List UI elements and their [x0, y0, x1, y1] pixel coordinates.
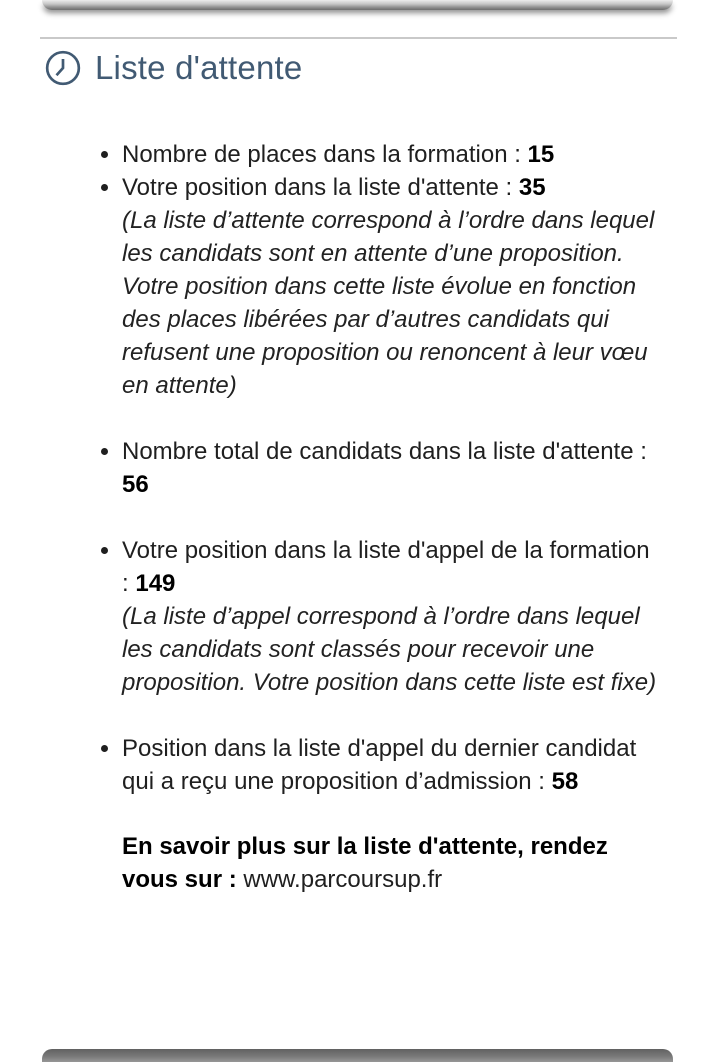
- stat-note: (La liste d’attente correspond à l’ordre dans lequel les candidats sont en attente d’une proposition. Votre position dans cette liste évolue en fonction des places libérées par d’autres candidats qui refusent une proposition ou renoncent à leur vœu en attente): [122, 207, 655, 399]
- stat-position-appel: [122, 534, 660, 699]
- stat-label: Votre position dans la liste d'appel de la formation :: [122, 537, 650, 597]
- stat-value: 35: [518, 174, 546, 201]
- stat-places: [122, 138, 660, 171]
- page-title: Liste d'attente: [95, 49, 303, 86]
- stat-position-attente: [122, 171, 660, 402]
- stat-label: Nombre de places dans la formation :: [122, 141, 521, 168]
- stat-note: (La liste d’appel correspond à l’ordre dans lequel les candidats sont classés pour recevoir une proposition. Votre position dans cette liste est fixe): [122, 603, 657, 696]
- stat-value: 15: [527, 141, 555, 168]
- stat-value: 58: [551, 768, 579, 795]
- previous-card-edge[interactable]: [42, 0, 673, 10]
- stat-value: 149: [135, 570, 176, 597]
- stat-dernier-candidat: [122, 732, 660, 798]
- panel-content: [0, 138, 720, 896]
- parcoursup-url[interactable]: www.parcoursup.fr: [243, 866, 443, 893]
- stat-label: Nombre total de candidats dans la liste d'attente :: [122, 438, 647, 465]
- clock-icon: [44, 49, 82, 87]
- stat-label: Votre position dans la liste d'attente :: [122, 174, 513, 201]
- next-card-edge[interactable]: [42, 1049, 673, 1062]
- stat-label: Position dans la liste d'appel du dernier candidat qui a reçu une proposition d’admission :: [122, 735, 637, 795]
- stat-value: 56: [122, 471, 149, 498]
- panel-header: [44, 49, 302, 87]
- section-divider: [40, 37, 677, 39]
- stat-total-candidats: [122, 435, 660, 501]
- more-info-footer: [122, 830, 660, 896]
- waiting-list-stats: [100, 138, 660, 798]
- footer-bold-text: vous sur :: [122, 866, 237, 893]
- footer-bold-text: En savoir plus sur la liste d'attente, rendez: [122, 833, 608, 860]
